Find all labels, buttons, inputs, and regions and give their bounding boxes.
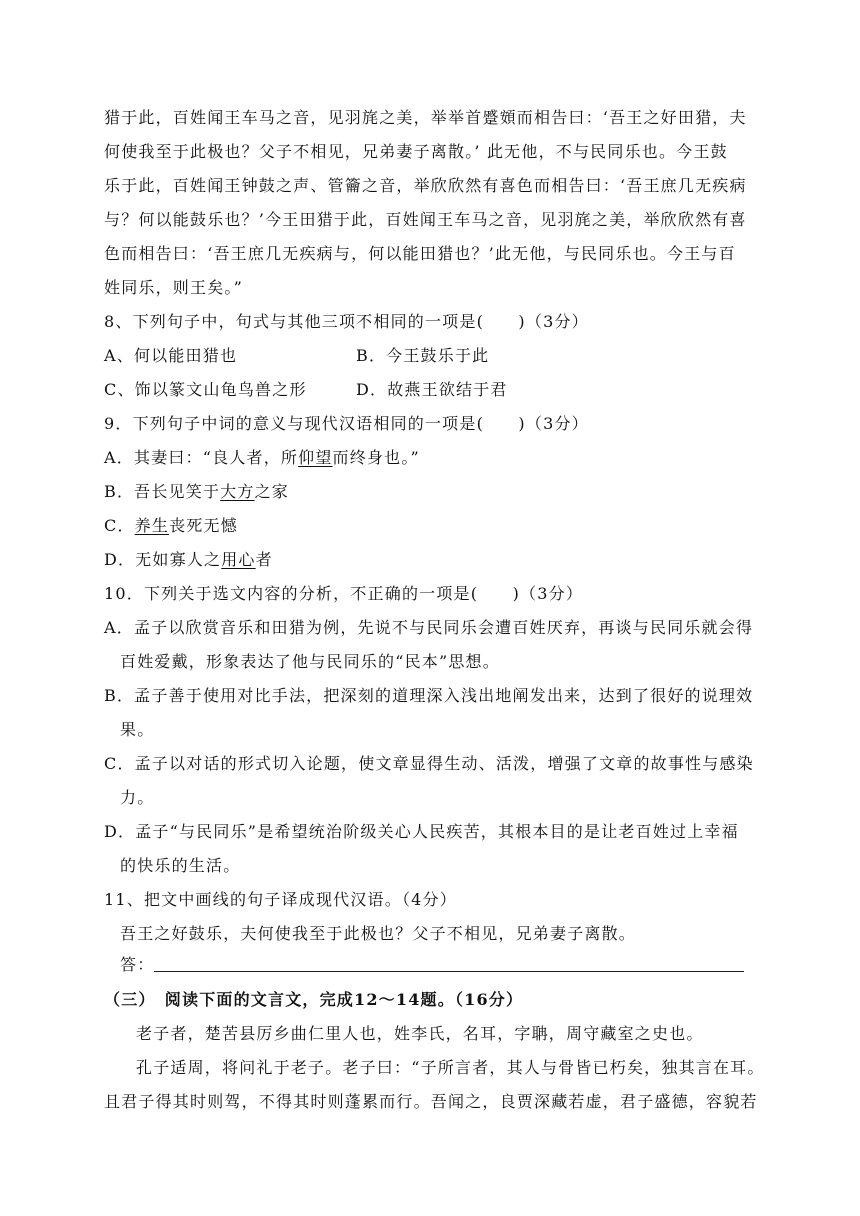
question-10-option-a-line-2: 百姓爱戴，形象表达了他与民同乐的“民本”思想。 [120,652,500,671]
question-8-option-c: C、饰以篆文山龟鸟兽之形 [104,380,307,399]
question-10-stem: 10．下列关于选文内容的分析，不正确的一项是( )（3分） [104,584,584,603]
option-c-prefix: C． [104,516,135,535]
option-d-underlined-word: 用心 [221,550,256,569]
question-10-option-b-line-2: 果。 [120,720,155,739]
passage-line-3: 乐于此，百姓闻王钟鼓之声、管籥之音，举欣欣然有喜色而相告曰：‘吾王庶几无疾病 [104,176,747,195]
question-9-option-a [104,448,760,468]
answer-label: 答： [120,955,155,974]
option-c-underlined-word: 养生 [134,516,170,535]
section-3-paragraph-2-line-1: 孔子适周，将问礼于老子。老子曰：“子所言者，其人与骨皆已朽矣，独其言在耳。 [136,1058,765,1077]
option-a-suffix: 而终身也。” [332,448,420,467]
question-8-option-a: A、何以能田猎也 [104,346,238,365]
question-9-option-d [104,550,760,570]
answer-blank-line[interactable] [154,971,744,972]
passage-line-5: 色而相告曰：‘吾王庶几无疾病与，何以能田猎也？’此无他，与民同乐也。今王与百 [104,244,736,263]
option-a-prefix: A．其妻曰：“良人者，所 [104,448,299,467]
question-9-stem: 9．下列句子中词的意义与现代汉语相同的一项是( )（3分） [104,414,589,433]
question-10-option-a-line-1: A．孟子以欣赏音乐和田猎为例，先说不与民同乐会遭百姓厌弃，再谈与民同乐就会得 [104,618,754,637]
question-10-option-d-line-1: D．孟子“与民同乐”是希望统治阶级关心人民疾苦，其根本目的是让老百姓过上幸福 [104,822,739,841]
passage-line-6: 姓同乐，则王矣。” [104,278,243,297]
question-9-option-c [104,516,760,536]
question-11-stem: 11、把文中画线的句子译成现代汉语。（4分） [104,890,457,909]
question-10-option-d-line-2: 的快乐的生活。 [120,856,241,875]
question-10-option-b-line-1: B．孟子善于使用对比手法，把深刻的道理深入浅出地阐发出来，达到了很好的说理效 [104,686,754,705]
section-3-paragraph-2-line-2: 且君子得其时则驾，不得其时则蓬累而行。吾闻之，良贾深藏若虚，君子盛德，容貌若 [104,1092,758,1111]
question-8-stem: 8、下列句子中，句式与其他三项不相同的一项是( )（3分） [104,312,589,331]
option-d-suffix: 者 [255,550,273,569]
option-a-underlined-word: 仰望 [298,448,333,467]
section-3-paragraph-1: 老子者，楚苦县厉乡曲仁里人也，姓李氏，名耳，字聃，周守藏室之史也。 [136,1024,704,1043]
question-9-option-b [104,482,760,502]
option-d-prefix: D．无如寡人之 [104,550,222,569]
question-10-option-c-line-1: C．孟子以对话的形式切入论题，使文章显得生动、活泼，增强了文章的故事性与感染 [104,754,754,773]
option-b-suffix: 之家 [254,482,289,501]
question-8-option-b: B．今王鼓乐于此 [356,346,490,365]
question-10-option-c-line-2: 力。 [120,788,155,807]
question-8-option-d: D．故燕王欲结于君 [356,380,508,399]
passage-line-2: 何使我至于此极也？父子不相见，兄弟妻子离散。’ 此无他，不与民同乐也。今王鼓 [104,142,728,161]
passage-line-4: 与？何以能鼓乐也？’今王田猎于此，百姓闻王车马之音，见羽旄之美，举欣欣然有喜 [104,210,747,229]
option-c-suffix: 丧死无憾 [169,516,238,535]
section-3-heading: （三） 阅读下面的文言文，完成12～14题。（16分） [104,990,524,1009]
question-11-sentence: 吾王之好鼓乐，夫何使我至于此极也？父子不相见，兄弟妻子离散。 [120,924,637,943]
option-b-prefix: B．吾长见笑于 [104,482,221,501]
passage-line-1: 猎于此，百姓闻王车马之音，见羽旄之美，举举首蹙頞而相告曰：‘吾王之好田猎，夫 [104,108,747,127]
option-b-underlined-word: 大方 [220,482,255,501]
